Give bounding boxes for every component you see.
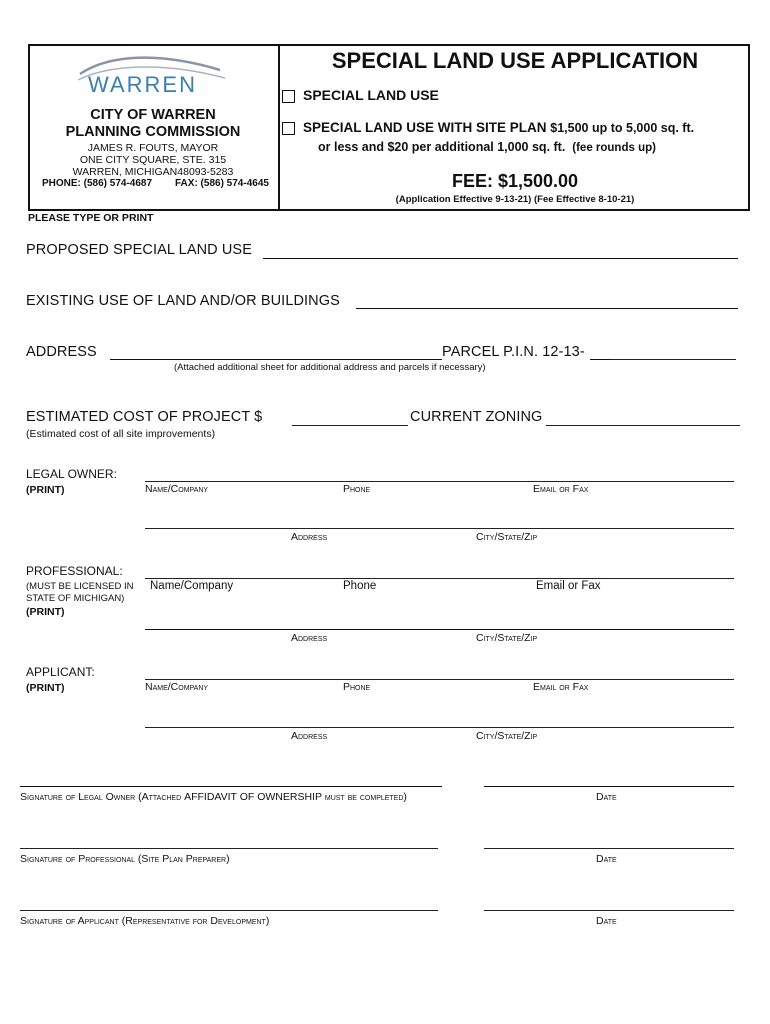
legal-owner-name-caption: Name/Company — [145, 483, 209, 495]
applicant-print: (PRINT) — [26, 682, 65, 694]
legal-owner-phone-caption: Phone — [343, 483, 371, 495]
professional-city-caption: City/State/Zip — [476, 632, 538, 644]
address-field[interactable] — [110, 359, 442, 360]
owner-signature-caption-a: Signature of Legal Owner (Attached — [20, 791, 185, 803]
current-zoning-field[interactable] — [546, 425, 740, 426]
professional-phone-caption: Phone — [343, 580, 377, 592]
option2-detail: $1,500 up to 5,000 sq. ft. — [550, 121, 695, 135]
applicant-date-field[interactable] — [484, 910, 734, 911]
proposed-use-field[interactable] — [263, 258, 738, 259]
owner-signature-caption-c: must be completed) — [321, 791, 407, 803]
applicant-signature-caption: Signature of Applicant (Representative for Development) — [20, 915, 270, 927]
legal-owner-address-field[interactable] — [145, 528, 734, 529]
owner-date-caption: Date — [596, 791, 617, 803]
estimated-cost-note: (Estimated cost of all site improvements) — [26, 428, 216, 440]
current-zoning-label: CURRENT ZONING — [410, 409, 543, 425]
professional-date-caption: Date — [596, 853, 617, 865]
parcel-field[interactable] — [590, 359, 736, 360]
existing-use-field[interactable] — [356, 308, 738, 309]
legal-owner-name-field[interactable] — [145, 481, 734, 482]
option2-label: SPECIAL LAND USE WITH SITE PLAN — [303, 120, 547, 135]
checkbox-site-plan[interactable] — [282, 122, 295, 135]
address-line-2: WARREN, MICHIGAN48093-5283 — [72, 166, 234, 178]
estimated-cost-label: ESTIMATED COST OF PROJECT $ — [26, 409, 263, 425]
option-site-plan[interactable] — [282, 120, 694, 135]
legal-owner-label: LEGAL OWNER: — [26, 467, 117, 481]
logo-text: WARREN — [88, 72, 197, 97]
warren-logo — [70, 52, 240, 98]
owner-signature-caption-b: AFFIDAVIT OF OWNERSHIP — [184, 791, 322, 803]
legal-owner-city-caption: City/State/Zip — [476, 531, 538, 543]
applicant-phone-caption: Phone — [343, 681, 371, 693]
option2-note: (fee rounds up) — [572, 142, 656, 154]
address-note: (Attached additional sheet for additional address and parcels if necessary) — [174, 362, 486, 373]
existing-use-label: EXISTING USE OF LAND AND/OR BUILDINGS — [26, 293, 340, 309]
applicant-date-caption: Date — [596, 915, 617, 927]
legal-owner-email-caption: Email or Fax — [533, 483, 589, 495]
applicant-label: APPLICANT: — [26, 665, 95, 679]
address-label: ADDRESS — [26, 344, 97, 360]
fee-amount: FEE: $1,500.00 — [451, 171, 579, 191]
option1-label: SPECIAL LAND USE — [303, 87, 439, 103]
applicant-name-field[interactable] — [145, 679, 734, 680]
owner-signature-caption — [20, 791, 407, 803]
phone-line: PHONE: (586) 574-4687 — [42, 178, 153, 189]
professional-email-caption: Email or Fax — [536, 580, 601, 592]
professional-signature-field[interactable] — [20, 848, 438, 849]
applicant-city-caption: City/State/Zip — [476, 730, 538, 742]
applicant-address-caption: Address — [291, 730, 328, 742]
instructions: PLEASE TYPE OR PRINT — [28, 212, 154, 224]
address-line-1: ONE CITY SQUARE, STE. 315 — [79, 154, 227, 166]
professional-address-field[interactable] — [145, 629, 734, 630]
form-title: SPECIAL LAND USE APPLICATION — [331, 48, 699, 73]
owner-signature-field[interactable] — [20, 786, 442, 787]
fax-line: FAX: (586) 574-4645 — [175, 178, 269, 189]
applicant-name-caption: Name/Company — [145, 681, 209, 693]
owner-date-field[interactable] — [484, 786, 734, 787]
professional-print: (PRINT) — [26, 606, 65, 618]
mayor-line: JAMES R. FOUTS, MAYOR — [87, 142, 219, 154]
org-subname: PLANNING COMMISSION — [65, 124, 241, 140]
proposed-use-label: PROPOSED SPECIAL LAND USE — [26, 242, 252, 258]
professional-date-field[interactable] — [484, 848, 734, 849]
professional-name-field[interactable] — [145, 578, 734, 579]
applicant-email-caption: Email or Fax — [533, 681, 589, 693]
legal-owner-address-caption: Address — [291, 531, 328, 543]
professional-address-caption: Address — [291, 632, 328, 644]
professional-signature-caption: Signature of Professional (Site Plan Preparer) — [20, 853, 230, 865]
option-special-land-use[interactable] — [282, 87, 439, 103]
professional-label: PROFESSIONAL: — [26, 564, 123, 578]
effective-dates: (Application Effective 9-13-21) (Fee Effective 8-10-21) — [395, 194, 635, 205]
option2-line2 — [318, 140, 656, 154]
professional-note-1: (MUST BE LICENSED IN — [26, 581, 134, 592]
applicant-address-field[interactable] — [145, 727, 734, 728]
estimated-cost-field[interactable] — [292, 425, 408, 426]
parcel-label: PARCEL P.I.N. 12-13- — [442, 344, 585, 360]
professional-note-2: STATE OF MICHIGAN) — [26, 593, 125, 604]
option2-line2-text: or less and $20 per additional 1,000 sq. ft. — [318, 140, 566, 154]
legal-owner-print: (PRINT) — [26, 484, 65, 496]
professional-name-caption: Name/Company — [150, 580, 234, 592]
parcel-field-start — [590, 359, 610, 360]
checkbox-special-land-use[interactable] — [282, 90, 295, 103]
org-name: CITY OF WARREN — [90, 107, 216, 123]
applicant-signature-field[interactable] — [20, 910, 438, 911]
